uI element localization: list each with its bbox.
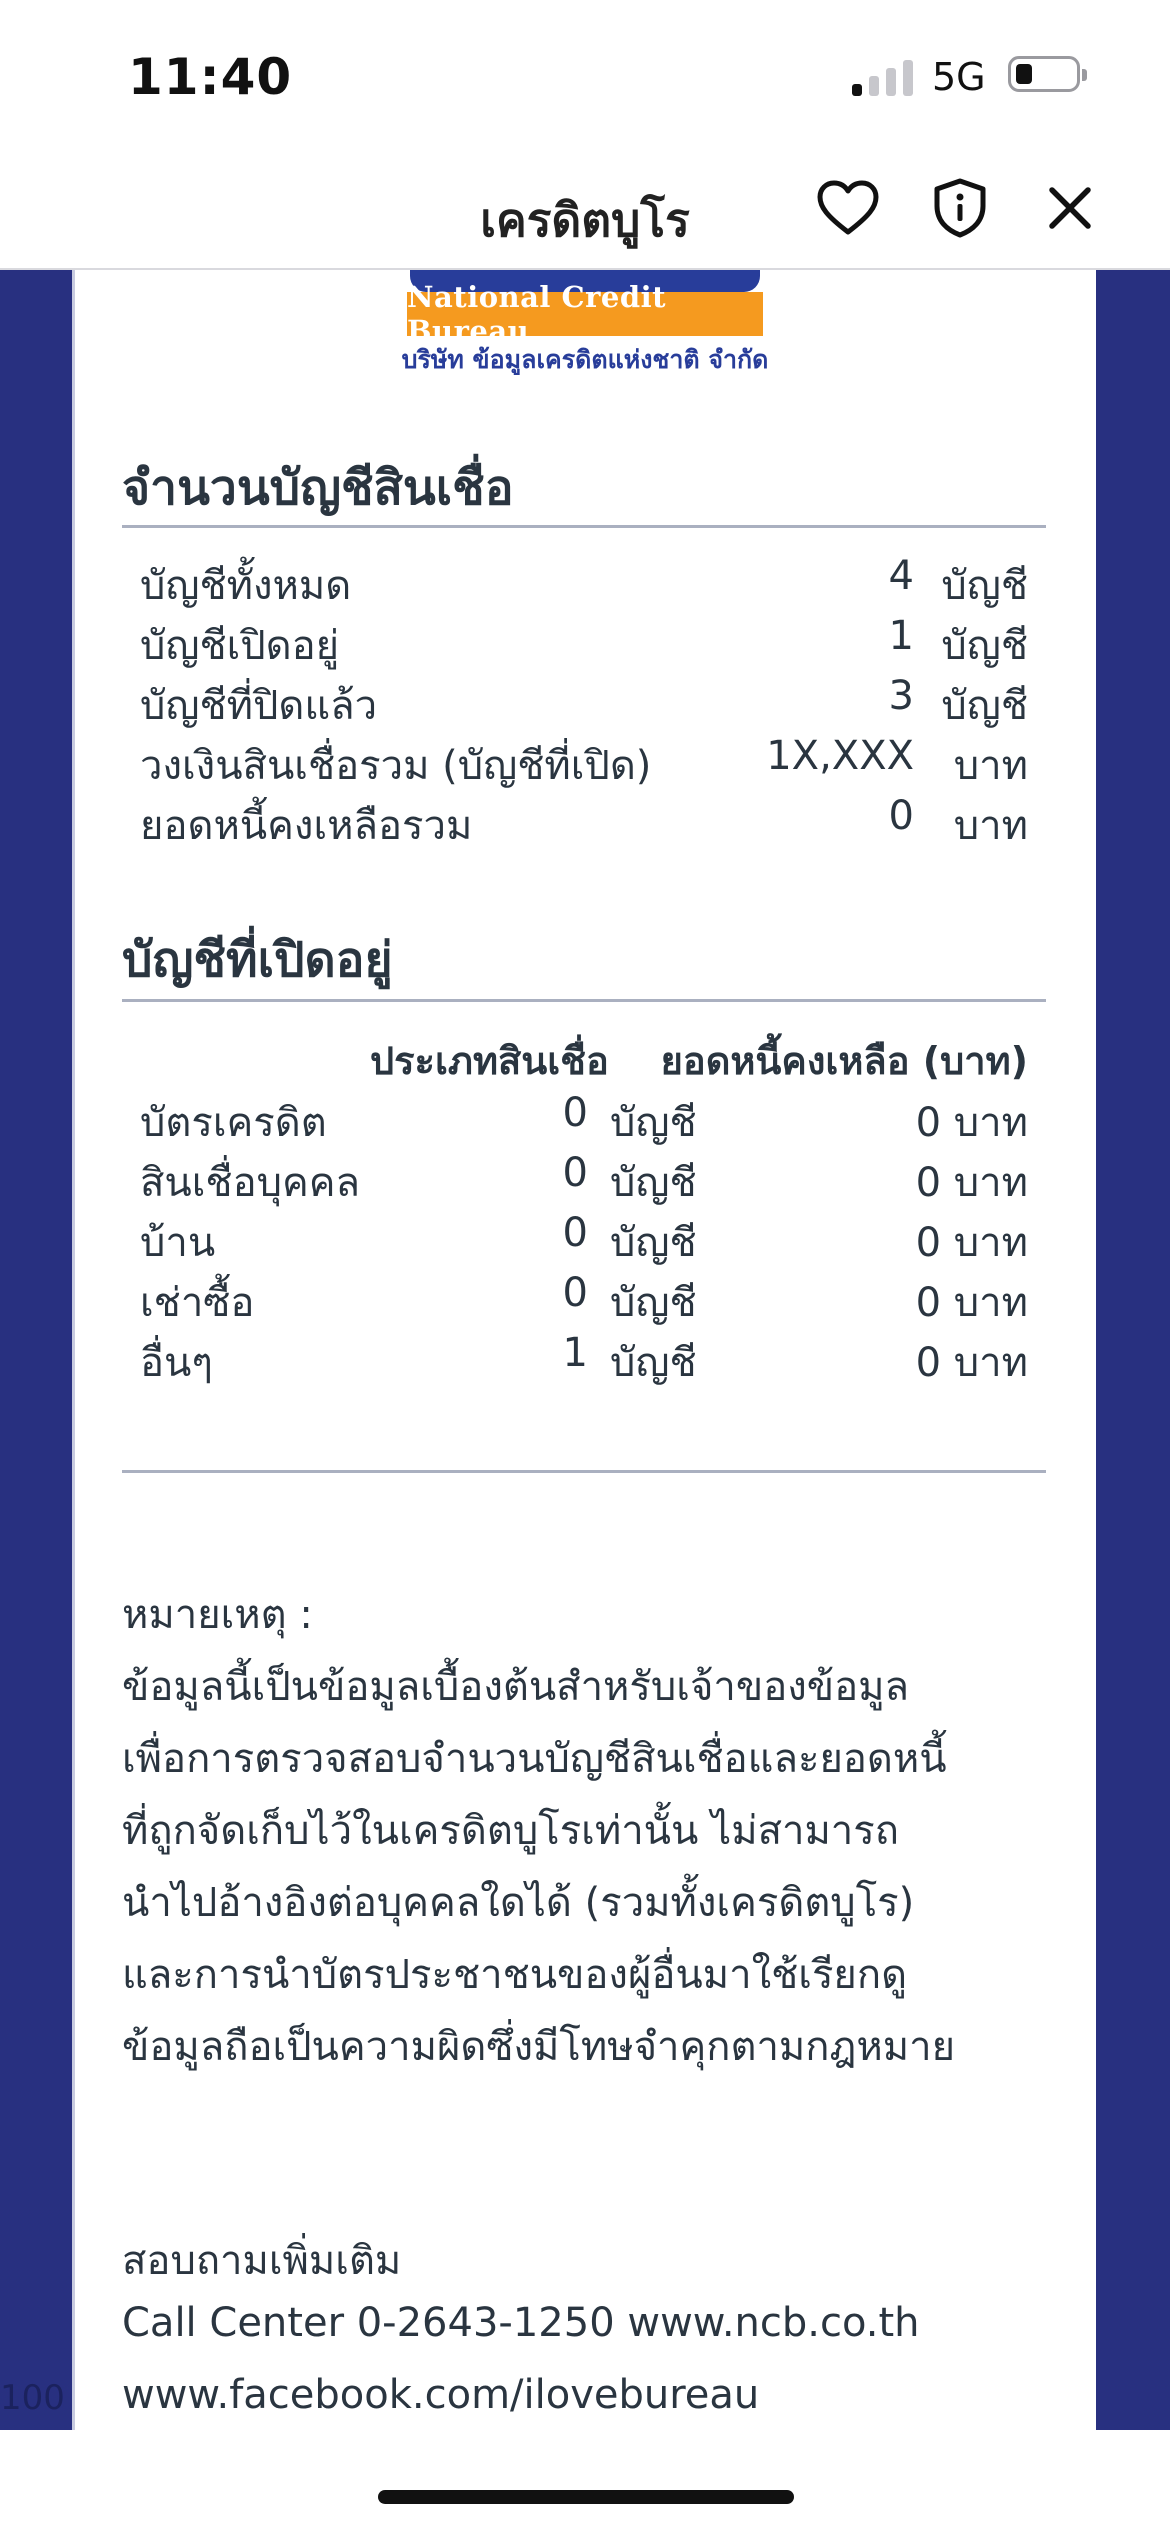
network-label: 5G (932, 55, 986, 99)
contact-call-center: Call Center 0-2643-1250 www.ncb.co.th (122, 2300, 920, 2346)
row-value: 4 (888, 553, 914, 599)
signal-icon (852, 58, 916, 96)
note-line: เพื่อการตรวจสอบจำนวนบัญชีสินเชื่อและยอดหนี้ (122, 1736, 947, 1782)
table-bottom-divider (122, 1470, 1046, 1473)
page-number: 100 (0, 2378, 65, 2418)
table-row (140, 1090, 1028, 1148)
close-button[interactable] (1034, 172, 1106, 244)
row-label: บัญชีที่ปิดแล้ว (140, 683, 378, 729)
account-count: 0 (562, 1270, 588, 1316)
note-heading: หมายเหตุ : (122, 1592, 313, 1638)
loan-type: เช่าซื้อ (140, 1280, 255, 1326)
row-label: ยอดหนี้คงเหลือรวม (140, 803, 473, 849)
note-line: ที่ถูกจัดเก็บไว้ในเครดิตบูโรเท่านั้น ไม่สามารถ (122, 1808, 899, 1854)
row-value: 3 (888, 673, 914, 719)
summary-title: จำนวนบัญชีสินเชื่อ (122, 460, 514, 516)
shield-info-icon (933, 178, 987, 238)
page-background-right (1096, 270, 1170, 2430)
heart-icon (817, 180, 879, 236)
summary-row (140, 733, 1028, 791)
loan-type: บัตรเครดิต (140, 1100, 327, 1146)
table-row (140, 1150, 1028, 1208)
table-row (140, 1270, 1028, 1328)
logo-subtitle: บริษัท ข้อมูลเครดิตแห่งชาติ จำกัด (401, 345, 769, 374)
note-line: ข้อมูลถือเป็นความผิดซึ่งมีโทษจำคุกตามกฎหมาย (122, 2024, 956, 2070)
row-value: 1 (888, 613, 914, 659)
note-line: ข้อมูลนี้เป็นข้อมูลเบื้องต้นสำหรับเจ้าของข้อมูล (122, 1664, 910, 1710)
row-unit: บัญชี (941, 683, 1028, 729)
page-edge (72, 270, 75, 2430)
balance: 0 บาท (915, 1160, 1028, 1206)
nav-bar (0, 150, 1170, 270)
contact-heading: สอบถามเพิ่มเติม (122, 2238, 402, 2284)
account-count: 1 (562, 1330, 588, 1376)
balance: 0 บาท (915, 1100, 1028, 1146)
loan-type: อื่นๆ (140, 1340, 213, 1386)
row-label: บัญชีเปิดอยู่ (140, 623, 340, 669)
row-unit: บัญชี (941, 623, 1028, 669)
note-line: นำไปอ้างอิงต่อบุคคลใดได้ (รวมทั้งเครดิตบูโร) (122, 1880, 915, 1926)
balance: 0 บาท (915, 1340, 1028, 1386)
security-button[interactable] (924, 172, 996, 244)
logo-banner-text: National Credit Bureau (407, 280, 667, 348)
account-count-unit: บัญชี (610, 1340, 697, 1386)
summary-row (140, 553, 1028, 611)
account-count-unit: บัญชี (610, 1280, 697, 1326)
row-label: วงเงินสินเชื่อรวม (บัญชีที่เปิด) (140, 743, 652, 789)
contact-facebook: www.facebook.com/ilovebureau (122, 2372, 760, 2418)
home-bar (0, 2430, 1170, 2532)
status-bar (0, 0, 1170, 150)
page-background-left (0, 270, 72, 2430)
summary-divider (122, 525, 1046, 528)
table-row (140, 1210, 1028, 1268)
loan-type: บ้าน (140, 1220, 216, 1266)
balance: 0 บาท (915, 1280, 1028, 1326)
status-time: 11:40 (128, 48, 293, 106)
favorite-button[interactable] (812, 172, 884, 244)
loan-type: สินเชื่อบุคคล (140, 1160, 361, 1206)
row-label: บัญชีทั้งหมด (140, 563, 352, 609)
open-accounts-title: บัญชีที่เปิดอยู่ (122, 932, 393, 988)
table-row (140, 1330, 1028, 1388)
row-value: 0 (888, 793, 914, 839)
account-count: 0 (562, 1150, 588, 1196)
account-count-unit: บัญชี (610, 1220, 697, 1266)
balance: 0 บาท (915, 1220, 1028, 1266)
column-header-type: ประเภทสินเชื่อ (370, 1039, 609, 1083)
row-unit: บัญชี (941, 563, 1028, 609)
close-icon (1046, 184, 1094, 232)
home-indicator[interactable] (378, 2490, 794, 2504)
account-count-unit: บัญชี (610, 1160, 697, 1206)
battery-icon (1008, 56, 1080, 92)
row-value: 1X,XXX (766, 733, 914, 779)
note-line: และการนำบัตรประชาชนของผู้อื่นมาใช้เรียกดู (122, 1952, 908, 1998)
summary-row (140, 793, 1028, 851)
open-accounts-divider (122, 999, 1046, 1002)
summary-row (140, 673, 1028, 731)
row-unit: บาท (953, 803, 1028, 849)
account-count: 0 (562, 1090, 588, 1136)
column-header-balance: ยอดหนี้คงเหลือ (บาท) (660, 1039, 1028, 1083)
row-unit: บาท (953, 743, 1028, 789)
ncb-logo-banner (407, 280, 763, 348)
nav-title: เครดิตบูโร (480, 193, 690, 247)
account-count: 0 (562, 1210, 588, 1256)
account-count-unit: บัญชี (610, 1100, 697, 1146)
summary-row (140, 613, 1028, 671)
